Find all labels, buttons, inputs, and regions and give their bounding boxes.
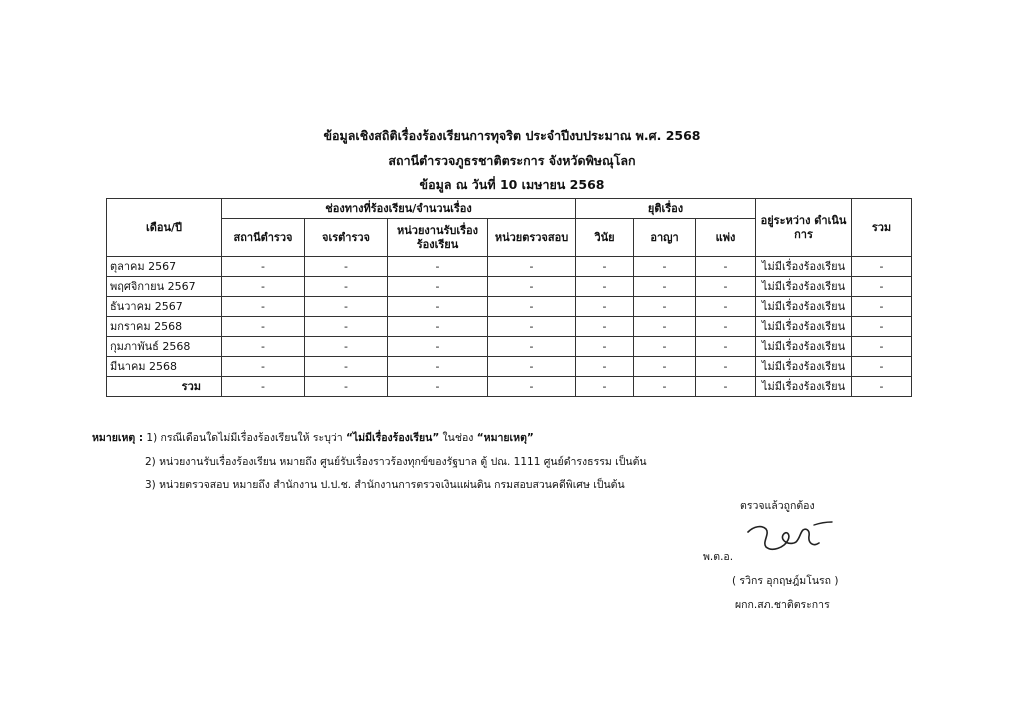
table-cell: - (696, 277, 756, 297)
note-1-quote-remark: “หมายเหตุ” (476, 432, 534, 444)
note-1-quote-no-complaint: “ไม่มีเรื่องร้องเรียน” (346, 432, 440, 444)
notes-label: หมายเหตุ : (92, 432, 144, 444)
table-cell: - (696, 337, 756, 357)
table-cell: - (488, 357, 576, 377)
report-title: ข้อมูลเชิงสถิติเรื่องร้องเรียนการทุจริต ประจำปีงบประมาณ พ.ศ. 2568 (323, 128, 701, 143)
header-discipline: วินัย (576, 219, 634, 257)
status-cell: ไม่มีเรื่องร้องเรียน (756, 337, 852, 357)
table-cell: - (696, 297, 756, 317)
table-cell: - (222, 277, 305, 297)
total-cell: - (852, 337, 912, 357)
table-cell: - (488, 297, 576, 317)
table-cell: - (222, 297, 305, 317)
status-cell: ไม่มีเรื่องร้องเรียน (756, 357, 852, 377)
signer-position: ผกก.สภ.ชาติตระการ (735, 599, 830, 611)
table-row (107, 257, 912, 277)
total-cell: - (852, 297, 912, 317)
header-complaint-agency: หน่วยงานรับเรื่อง ร้องเรียน (388, 219, 488, 257)
header-criminal: อาญา (634, 219, 696, 257)
table-cell: - (305, 257, 388, 277)
header-civil: แพ่ง (696, 219, 756, 257)
complaint-statistics-table (106, 198, 912, 397)
header-in-progress: อยู่ระหว่าง ดำเนินการ (756, 199, 852, 257)
table-cell: - (634, 277, 696, 297)
table-cell: - (305, 377, 388, 397)
table-cell: - (634, 297, 696, 317)
table-row (107, 297, 912, 317)
table-cell: - (576, 297, 634, 317)
header-total: รวม (852, 199, 912, 257)
table-cell: - (305, 357, 388, 377)
table-cell: - (305, 277, 388, 297)
table-cell: - (388, 377, 488, 397)
signer-name: ( รวิกร อุกฤษฎ์มโนรถ ) (732, 575, 839, 587)
month-cell: มกราคม 2568 (107, 317, 222, 337)
table-cell: - (576, 337, 634, 357)
table-row (107, 337, 912, 357)
table-cell: - (634, 257, 696, 277)
table-cell: - (222, 337, 305, 357)
month-cell: ตุลาคม 2567 (107, 257, 222, 277)
station-title: สถานีตำรวจภูธรชาติตระการ จังหวัดพิษณุโลก (388, 153, 636, 168)
header-settled-group: ยุติเรื่อง (576, 199, 756, 219)
table-cell: - (576, 277, 634, 297)
header-police-station: สถานีตำรวจ (222, 219, 305, 257)
total-row (107, 377, 912, 397)
table-cell: - (696, 257, 756, 277)
table-cell: - (222, 317, 305, 337)
note-2: 2) หน่วยงานรับเรื่องร้องเรียน หมายถึง ศูนย์รับเรื่องราวร้องทุกข์ของรัฐบาล ตู้ ปณ. 1111 ศูนย์ดำรงธรรม เป็นต้น (145, 456, 647, 468)
table-cell: - (305, 337, 388, 357)
table-cell: - (488, 277, 576, 297)
table-cell: - (576, 377, 634, 397)
note-3: 3) หน่วยตรวจสอบ หมายถึง สำนักงาน ป.ป.ช. สำนักงานการตรวจเงินแผ่นดิน กรมสอบสวนคดีพิเศษ เป็นต้น (145, 479, 625, 491)
table-row (107, 317, 912, 337)
total-cell: - (852, 257, 912, 277)
total-cell: - (852, 277, 912, 297)
table-cell: - (634, 337, 696, 357)
table-cell: - (305, 297, 388, 317)
note-1-mid: ในช่อง (439, 432, 477, 444)
header-police-inspector: จเรตำรวจ (305, 219, 388, 257)
table-cell: - (388, 277, 488, 297)
table-row (107, 277, 912, 297)
table-cell: - (488, 337, 576, 357)
table-cell: - (488, 377, 576, 397)
table-cell: - (576, 317, 634, 337)
table-cell: - (634, 357, 696, 377)
table-cell: - (488, 257, 576, 277)
table-cell: - (634, 317, 696, 337)
table-cell: - (634, 377, 696, 397)
status-cell: ไม่มีเรื่องร้องเรียน (756, 277, 852, 297)
table-cell: - (388, 257, 488, 277)
table-row (107, 357, 912, 377)
month-cell: ธันวาคม 2567 (107, 297, 222, 317)
total-row-label: รวม (107, 377, 222, 397)
table-cell: - (222, 257, 305, 277)
table-cell: - (576, 357, 634, 377)
certified-text: ตรวจแล้วถูกต้อง (740, 500, 815, 512)
table-cell: - (388, 317, 488, 337)
table-cell: - (488, 317, 576, 337)
total-cell: - (852, 377, 912, 397)
table-cell: - (388, 297, 488, 317)
table-cell: - (305, 317, 388, 337)
table-cell: - (696, 377, 756, 397)
status-cell: ไม่มีเรื่องร้องเรียน (756, 297, 852, 317)
header-audit-unit: หน่วยตรวจสอบ (488, 219, 576, 257)
month-cell: มีนาคม 2568 (107, 357, 222, 377)
header-channels-group: ช่องทางที่ร้องเรียน/จำนวนเรื่อง (222, 199, 576, 219)
header-month: เดือน/ปี (107, 199, 222, 257)
table-cell: - (388, 357, 488, 377)
month-cell: กุมภาพันธ์ 2568 (107, 337, 222, 357)
status-cell: ไม่มีเรื่องร้องเรียน (756, 257, 852, 277)
status-cell: ไม่มีเรื่องร้องเรียน (756, 377, 852, 397)
date-title: ข้อมูล ณ วันที่ 10 เมษายน 2568 (419, 177, 605, 192)
total-cell: - (852, 317, 912, 337)
rank-label: พ.ต.อ. (703, 551, 734, 563)
table-cell: - (696, 357, 756, 377)
total-cell: - (852, 357, 912, 377)
table-cell: - (388, 337, 488, 357)
table-cell: - (222, 357, 305, 377)
month-cell: พฤศจิกายน 2567 (107, 277, 222, 297)
note-1-prefix: 1) กรณีเดือนใดไม่มีเรื่องร้องเรียนให้ ระบุว่า (146, 432, 346, 444)
note-1 (92, 429, 534, 446)
table-cell: - (576, 257, 634, 277)
handwritten-signature (740, 516, 835, 556)
table-cell: - (222, 377, 305, 397)
status-cell: ไม่มีเรื่องร้องเรียน (756, 317, 852, 337)
table-cell: - (696, 317, 756, 337)
